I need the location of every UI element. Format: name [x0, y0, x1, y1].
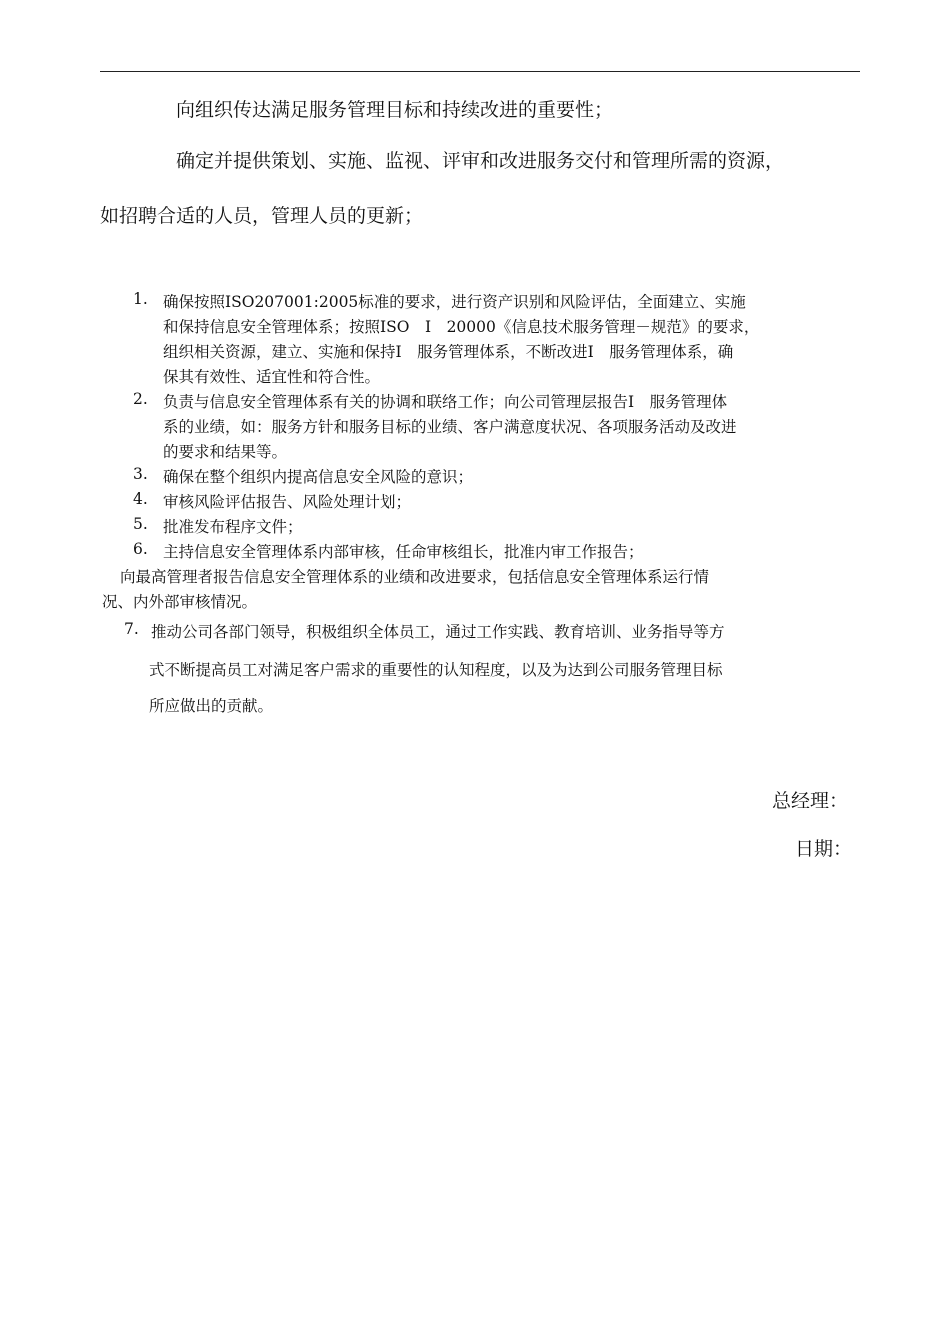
item7-line-2: 式不断提高员工对满足客户需求的重要性的认知程度，以及为达到公司服务管理目标: [149, 661, 723, 679]
report-line-1: 向最高管理者报告信息安全管理体系的业绩和改进要求，包括信息安全管理体系运行情: [120, 568, 710, 586]
list-item-text: 组织相关资源，建立、实施和保持I 服务管理体系，不断改进I 服务管理体系，确: [163, 343, 734, 361]
list-item-number: 1.: [133, 290, 148, 308]
list-item-text: 审核风险评估报告、风险处理计划；: [163, 493, 412, 511]
list-item-number: 5.: [133, 515, 148, 533]
list-item-text: 确保按照ISO207001:2005标准的要求，进行资产识别和风险评估，全面建立、实施: [163, 293, 746, 311]
intro-line-3: 如招聘合适的人员，管理人员的更新；: [100, 205, 424, 227]
manager-signature-label: 总经理：: [772, 790, 849, 812]
list-item-number: 4.: [133, 490, 148, 508]
intro-line-2: 确定并提供策划、实施、监视、评审和改进服务交付和管理所需的资源，: [176, 150, 785, 172]
list-item-text: 系的业绩，如：服务方针和服务目标的业绩、客户满意度状况、各项服务活动及改进: [163, 418, 737, 436]
list-item-number: 2.: [133, 390, 148, 408]
list-item-text: 确保在整个组织内提高信息安全风险的意识；: [163, 468, 474, 486]
intro-line-1: 向组织传达满足服务管理目标和持续改进的重要性；: [176, 99, 614, 121]
list-item-number: 6.: [133, 540, 148, 558]
item7-line-3: 所应做出的贡献。: [149, 697, 274, 715]
date-label: 日期：: [795, 838, 853, 860]
header-rule: [100, 71, 860, 72]
list-item-text: 批准发布程序文件；: [163, 518, 303, 536]
list-item-text: 的要求和结果等。: [163, 443, 288, 461]
report-line-2: 况、内外部审核情况。: [102, 593, 258, 611]
list-item-text: 和保持信息安全管理体系；按照ISO I 20000《信息技术服务管理－规范》的要求，: [163, 318, 760, 336]
list-item-number: 3.: [133, 465, 148, 483]
list-item-text: 保其有效性、适宜性和符合性。: [163, 368, 381, 386]
item7-line-1: 推动公司各部门领导，积极组织全体员工，通过工作实践、教育培训、业务指导等方: [151, 623, 725, 641]
list-item-number: 7.: [124, 620, 139, 638]
list-item-text: 主持信息安全管理体系内部审核，任命审核组长，批准内审工作报告；: [163, 543, 644, 561]
list-item-text: 负责与信息安全管理体系有关的协调和联络工作；向公司管理层报告I 服务管理体: [163, 393, 728, 411]
